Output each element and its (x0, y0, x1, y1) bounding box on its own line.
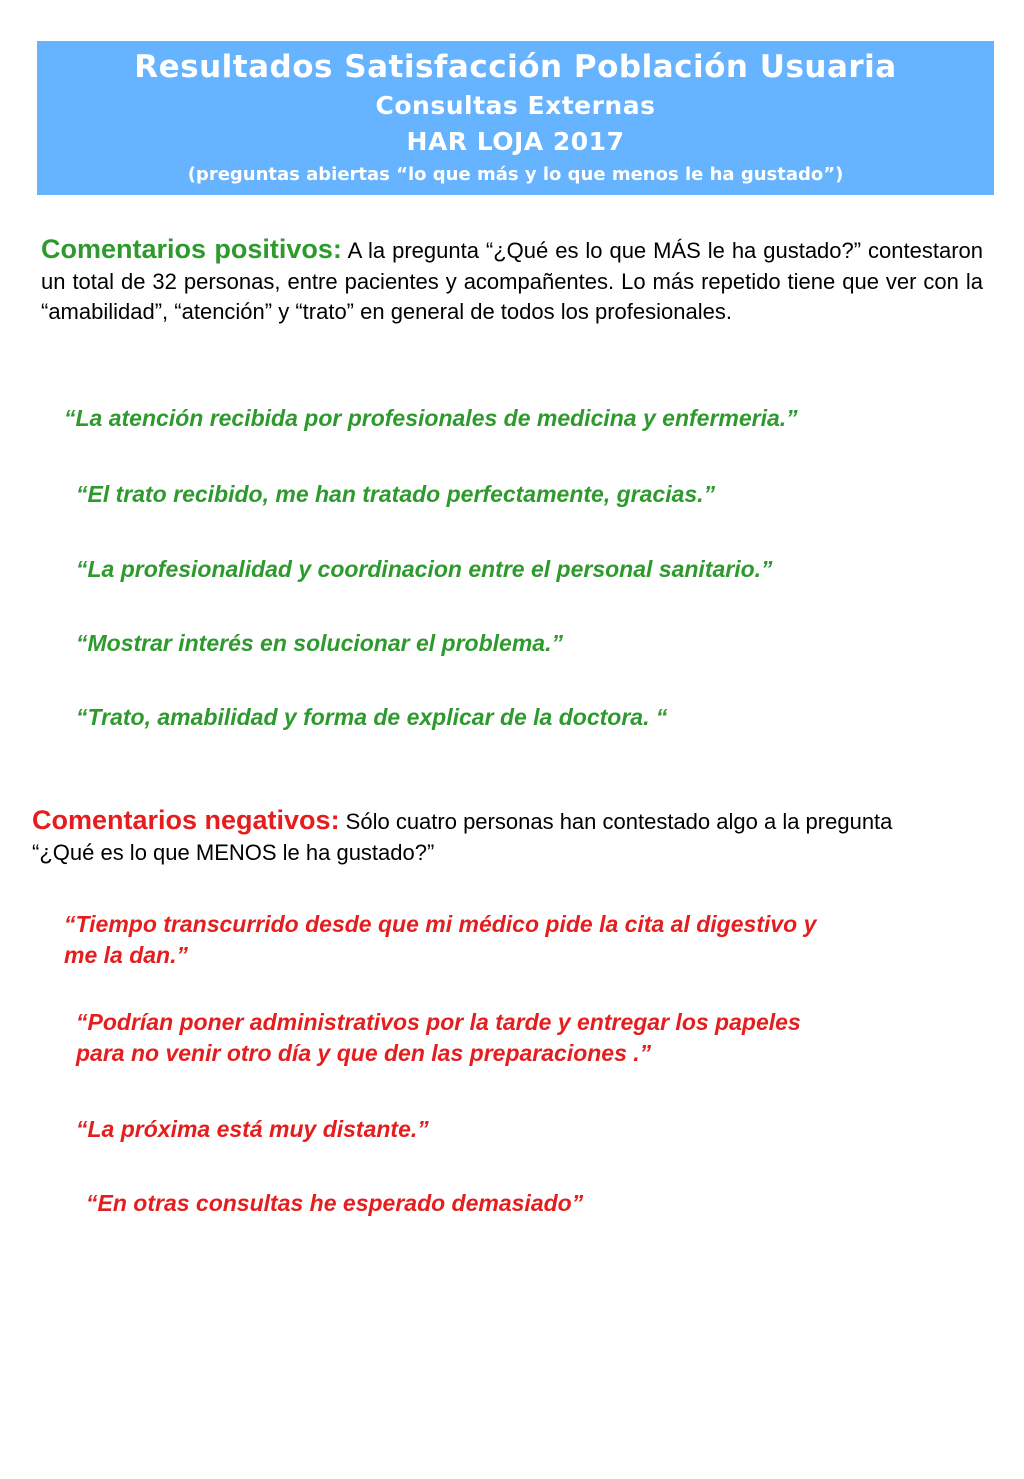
positive-comments-intro (41, 234, 983, 328)
negative-quote-line: “Podrían poner administrativos por la tarde y entregar los papeles (76, 1009, 801, 1035)
negative-quote: “En otras consultas he esperado demasiado” (86, 1190, 584, 1216)
page-title: Resultados Satisfacción Población Usuaria (134, 49, 897, 85)
negative-quote: “La próxima está muy distante.” (76, 1116, 429, 1142)
negative-comments-heading: Comentarios negativos: (32, 805, 340, 835)
negative-quote (76, 1007, 801, 1069)
negative-quote-line: “Tiempo transcurrido desde que mi médico pide la cita al digestivo y (64, 911, 817, 937)
positive-comments-text: A la pregunta “¿Qué es lo que MÁS le ha gustado?” contestaron un total de 32 personas, entre pacientes y acompañentes. Lo más repetido tiene que ver con la “amabilidad”, “atención” y “trato” en general de todos los profesionales. (41, 238, 984, 324)
page-subtitle-note: (preguntas abiertas “lo que más y lo que menos le ha gustado”) (187, 164, 844, 185)
negative-comments-question: “¿Qué es lo que MENOS le ha gustado?” (32, 839, 435, 865)
positive-quote: “Mostrar interés en solucionar el problema.” (76, 630, 563, 656)
positive-quote: “Trato, amabilidad y forma de explicar de la doctora. “ (76, 704, 668, 730)
negative-quote-line: me la dan.” (64, 942, 188, 968)
positive-quote: “La atención recibida por profesionales de medicina y enfermeria.” (64, 405, 798, 431)
positive-quote: “La profesionalidad y coordinacion entre el personal sanitario.” (76, 556, 773, 582)
page-subtitle-hospital-year: HAR LOJA 2017 (406, 127, 625, 156)
positive-quote: “El trato recibido, me han tratado perfectamente, gracias.” (76, 481, 716, 507)
negative-quote (64, 909, 816, 971)
negative-comments-text: Sólo cuatro personas han contestado algo a la pregunta (339, 809, 893, 834)
negative-comments-intro (32, 805, 1007, 868)
page-subtitle-service: Consultas Externas (375, 91, 656, 120)
header-banner (37, 41, 994, 195)
positive-comments-heading: Comentarios positivos: (41, 234, 342, 264)
negative-quote-line: para no venir otro día y que den las preparaciones .” (76, 1040, 652, 1066)
